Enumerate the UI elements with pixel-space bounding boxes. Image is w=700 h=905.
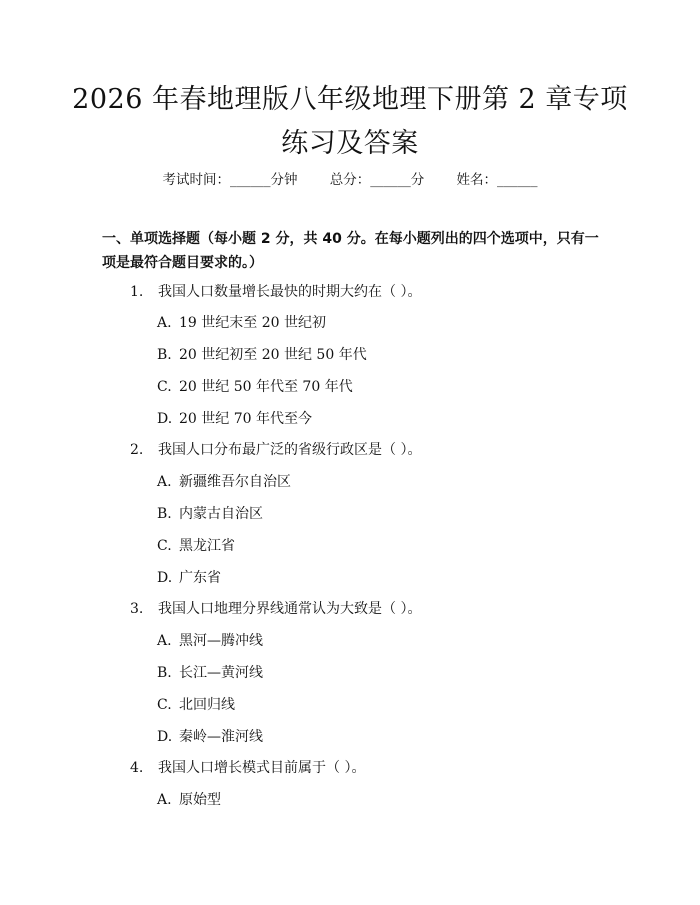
question-stem: 我国人口数量增长最快的时期大约在（ ）。 [158, 284, 422, 300]
question-2 [130, 440, 421, 460]
option-letter: A. [157, 792, 172, 808]
option-text: 20 世纪初至 20 世纪 50 年代 [179, 347, 367, 363]
title-line-1: 2026 年春地理版八年级地理下册第 2 章专项 [72, 84, 628, 115]
option-text: 广东省 [179, 570, 221, 586]
question-3-option-a [157, 631, 263, 651]
option-letter: D. [157, 729, 173, 745]
question-2-option-a [157, 472, 291, 492]
question-3 [130, 599, 421, 619]
question-stem: 我国人口增长模式目前属于（ ）。 [158, 760, 366, 776]
question-2-option-c [157, 536, 235, 556]
question-stem: 我国人口地理分界线通常认为大致是（ ）。 [158, 601, 422, 617]
exam-meta-line [0, 168, 700, 188]
option-letter: D. [157, 411, 173, 427]
option-letter: C. [157, 538, 172, 554]
option-letter: B. [157, 665, 172, 681]
question-number: 1. [130, 284, 144, 300]
question-number: 4. [130, 760, 144, 776]
option-text: 新疆维吾尔自治区 [179, 474, 291, 490]
question-1 [130, 282, 421, 302]
question-3-option-c [157, 695, 235, 715]
option-letter: B. [157, 506, 172, 522]
question-3-option-b [157, 663, 263, 683]
option-text: 20 世纪 50 年代至 70 年代 [179, 379, 353, 395]
question-number: 3. [130, 601, 144, 617]
option-letter: B. [157, 347, 172, 363]
option-letter: D. [157, 570, 173, 586]
total-score-field: 总分：______分 [329, 172, 425, 188]
question-number: 2. [130, 442, 144, 458]
question-2-option-b [157, 504, 263, 524]
option-text: 19 世纪末至 20 世纪初 [179, 315, 326, 331]
question-2-option-d [157, 568, 221, 588]
title-line-2: 练习及答案 [281, 128, 419, 159]
option-letter: A. [157, 474, 172, 490]
question-1-option-a [157, 313, 326, 333]
option-text: 秦岭—淮河线 [179, 729, 263, 745]
option-letter: C. [157, 697, 172, 713]
option-letter: A. [157, 633, 172, 649]
question-1-option-d [157, 409, 312, 429]
question-3-option-d [157, 727, 263, 747]
option-text: 北回归线 [179, 697, 235, 713]
option-text: 原始型 [179, 792, 221, 808]
document-title [60, 78, 640, 166]
question-4-option-a [157, 790, 221, 810]
question-1-option-c [157, 377, 353, 397]
section-heading: 一、单项选择题（每小题 2 分，共 40 分。在每小题列出的四个选项中，只有一项是最符合题目要求的。） [102, 231, 599, 271]
question-stem: 我国人口分布最广泛的省级行政区是（ ）。 [158, 442, 422, 458]
option-text: 长江—黄河线 [179, 665, 263, 681]
option-letter: C. [157, 379, 172, 395]
question-1-option-b [157, 345, 367, 365]
exam-time-field: 考试时间：______分钟 [162, 172, 298, 188]
option-text: 黑河—腾冲线 [179, 633, 263, 649]
option-letter: A. [157, 315, 172, 331]
name-field: 姓名：______ [456, 172, 538, 188]
question-4 [130, 758, 365, 778]
option-text: 黑龙江省 [179, 538, 235, 554]
option-text: 20 世纪 70 年代至今 [179, 411, 312, 427]
option-text: 内蒙古自治区 [179, 506, 263, 522]
